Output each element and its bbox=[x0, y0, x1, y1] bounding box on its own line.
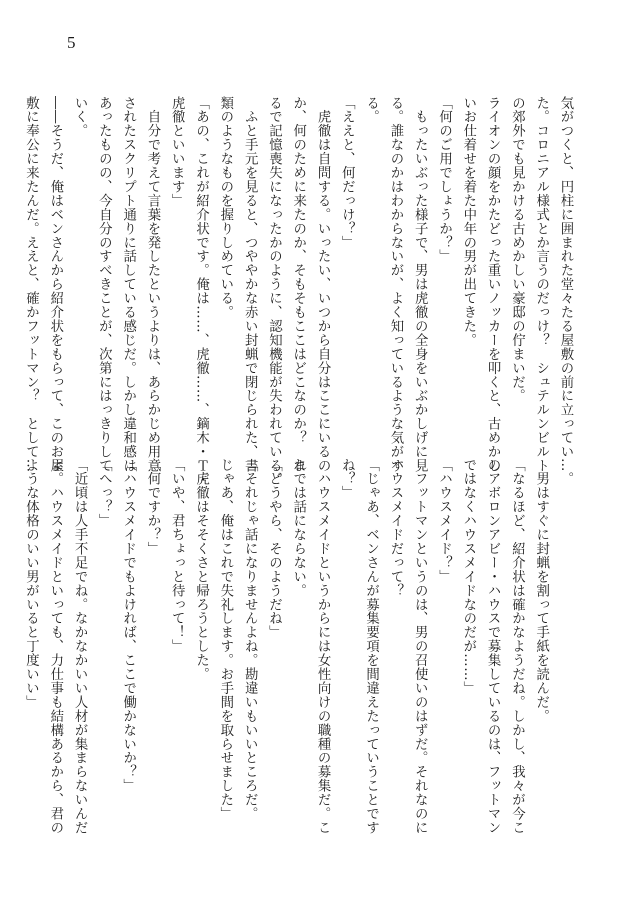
text-line: 「ええと、何だっけ？」 bbox=[339, 96, 355, 250]
text-line: 「なるほど、紹介状は確かなようだね。しかし、我々が今こ bbox=[509, 458, 525, 835]
text-line: 「それじゃ話になりませんよね。勘違いもいいところだ。 bbox=[242, 458, 258, 821]
text-line: る。 bbox=[363, 96, 379, 124]
page-number: 5 bbox=[67, 33, 76, 52]
text-line: ハウスメイドだって？ bbox=[387, 458, 403, 598]
lower-text-block bbox=[23, 458, 577, 835]
text-line: 類のようなものを握りしめている。 bbox=[217, 96, 233, 320]
text-line: 「何ですか？」 bbox=[144, 458, 160, 556]
upper-text-block bbox=[23, 96, 577, 487]
text-line: ライオンの顔をかたどった重いノッカーを叩くと、古めかし bbox=[485, 96, 501, 473]
text-line: るで記憶喪失になったかのように、認知機能が失われている。 bbox=[266, 96, 282, 487]
text-line: 虎徹は自問する。いったい、いつから自分はここにいるの bbox=[315, 96, 331, 473]
text-line: 「どうやら、そのようだね」 bbox=[266, 458, 282, 640]
text-line: もったいぶった様子で、男は虎徹の全身をいぶかしげに見 bbox=[412, 96, 428, 473]
text-line: 自分で考えて言葉を発したというよりは、あらかじめ用意 bbox=[144, 96, 160, 473]
text-line: ね？」 bbox=[339, 458, 355, 500]
text-line: 「へっ？」 bbox=[96, 458, 112, 528]
text-line: …。 bbox=[558, 458, 573, 486]
text-line: 虎徹といいます」 bbox=[169, 96, 185, 208]
text-line: 「何のご用でしょうか？」 bbox=[436, 96, 452, 264]
text-line: か、何のために来たのか、そもそもここはどこなのか？ ま bbox=[290, 96, 306, 473]
text-line: る。誰なのかはわからないが、よく知っているような気がす bbox=[387, 96, 403, 473]
text-line: ふと手元を見ると、つややかな赤い封蝋で閉じられた、書 bbox=[242, 96, 258, 473]
text-line: 「いや、君ちょっと待って！」 bbox=[169, 458, 185, 654]
text-line: ような体格のいい男がいると丁度いい」 bbox=[23, 458, 39, 710]
text-line: のアボロンアビー・ハウスで募集しているのは、フットマン bbox=[485, 458, 501, 835]
text-line: れでは話にならない。 bbox=[290, 458, 306, 598]
text-line: じゃあ、俺はこれで失礼します。お手間を取らせました」 bbox=[217, 458, 233, 821]
text-line: 「ハウスメイドでもよければ、ここで働かないか？」 bbox=[120, 458, 136, 793]
text-line: の郊外でも見かける古めかしい豪邸の佇まいだ。 bbox=[509, 96, 525, 403]
text-line: ではなくハウスメイドなのだが……」 bbox=[460, 458, 476, 696]
text-line: よ。ハウスメイドといっても、力仕事も結構あるから、君の bbox=[47, 458, 63, 835]
text-line: 敷に奉公に来たんだ。ええと、確かフットマン？ として… bbox=[23, 96, 39, 473]
text-line: 「ハウスメイド？」 bbox=[436, 458, 452, 584]
text-line: 気がつくと、円柱に囲まれた堂々たる屋敷の前に立ってい bbox=[558, 96, 573, 459]
text-line: 男はすぐに封蝋を割って手紙を読んだ。 bbox=[533, 458, 549, 724]
text-line: ハウスメイドというからには女性向けの職種の募集だ。こ bbox=[315, 458, 331, 835]
text-line: た。コロニアル様式とか言うのだっけ？ シュテルンビルト bbox=[533, 96, 549, 473]
text-line: 虎徹はそそくさと帰ろうとした。 bbox=[193, 458, 209, 682]
text-line: あったものの、今自分のすべきことが、次第にはっきりして bbox=[96, 96, 112, 473]
text-line: ――そうだ、俺はベンさんから紹介状をもらって、このお屋 bbox=[47, 96, 63, 473]
text-line: いお仕着せを着た中年の男が出てきた。 bbox=[460, 96, 476, 348]
text-line: 「近頃は人手不足でね。なかなかいい人材が集まらないんだ bbox=[72, 458, 88, 835]
text-line: 「じゃあ、ベンさんが募集要項を間違えたっていうことです bbox=[363, 458, 379, 835]
text-line: いく。 bbox=[72, 96, 88, 138]
text-line: フットマンというのは、男の召使いのはずだ。それなのに bbox=[412, 458, 428, 835]
text-line: されたスクリプト通りに話している感じだ。しかし違和感は bbox=[120, 96, 136, 473]
text-line: 「あの、これが紹介状です。俺は……、虎徹……、鏑木・Ｔ・ bbox=[193, 96, 209, 487]
